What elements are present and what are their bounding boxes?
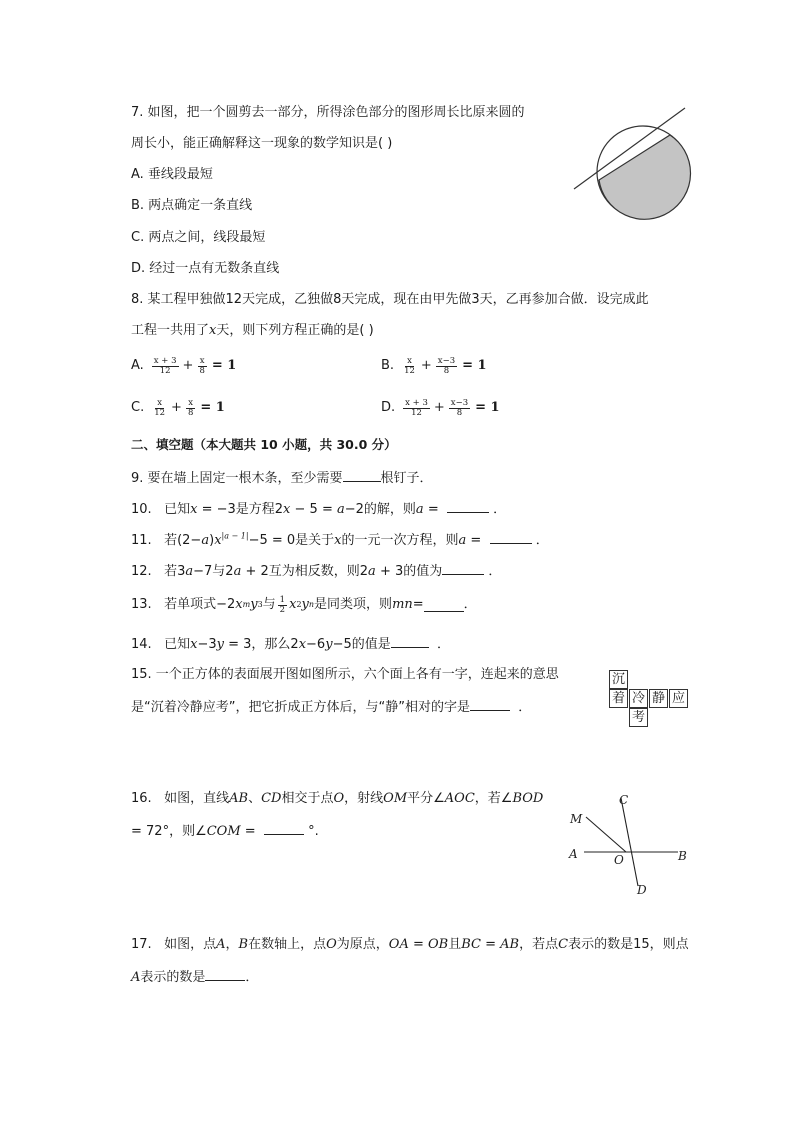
q7-option-c: C. 两点之间，线段最短 — [131, 230, 266, 245]
q15-answer-blank — [470, 698, 510, 711]
q7-option-a: A. 垂线段最短 — [131, 167, 213, 182]
q16-line2: = 72°，则∠COM = °. — [131, 824, 319, 839]
label-b: B — [678, 849, 687, 863]
q17-answer-blank — [205, 968, 245, 981]
q10-answer-blank — [447, 500, 489, 513]
q12-text: 12. 若3a−7与2a + 2互为相反数，则2a + 3的值为 ． — [131, 564, 502, 579]
cube-face-zhe: 着 — [609, 689, 628, 708]
q14-answer-blank — [391, 635, 429, 648]
cube-face-chen: 沉 — [609, 670, 628, 689]
q17-line1: 17. 如图，点A，B在数轴上，点O为原点，OA = OB且BC = AB，若点C表示的数是15，则点 — [131, 937, 689, 952]
section-2-title: 二、填空题（本大题共 10 小题，共 30.0 分） — [131, 437, 397, 452]
q16-line1: 16. 如图，直线AB、CD相交于点O，射线OM平分∠AOC，若∠BOD — [131, 791, 544, 806]
line-cd — [621, 798, 638, 886]
q7-line1: 7. 如图，把一个圆剪去一部分，所得涂色部分的图形周长比原来圆的 — [131, 105, 525, 120]
q13-answer-blank — [424, 599, 464, 612]
q15-cube-net — [609, 670, 691, 730]
cube-face-jing: 静 — [649, 689, 668, 708]
q8-option-c: C. $\frac{x}{12}$ + $\frac{x}{8}$ = 1 — [131, 397, 225, 418]
q14-text: 14. 已知x−3y = 3，那么2x−6y−5的值是 ． — [131, 637, 451, 652]
q9-answer-blank — [343, 469, 381, 482]
q15-line1: 15. 一个正方体的表面展开图如图所示，六个面上各有一字，连起来的意思 — [131, 667, 559, 682]
q8-line2: 工程一共用了x天，则下列方程正确的是( ) — [131, 323, 374, 338]
label-a: A — [569, 847, 578, 861]
q16-intersecting-lines-figure — [566, 790, 696, 900]
q8-option-b: B. $\frac{x}{12}$ + $\frac{x-3}{8}$ = 1 — [381, 355, 487, 376]
cube-face-kao: 考 — [629, 708, 648, 727]
q7-line2: 周长小，能正确解释这一现象的数学知识是( ) — [131, 136, 393, 151]
q8-option-a: A. $\frac{x + 3}{12}$ + $\frac{x}{8}$ = 1 — [131, 355, 237, 376]
label-c: C — [619, 793, 629, 807]
q16-answer-blank — [264, 822, 304, 835]
q7-option-b: B. 两点确定一条直线 — [131, 198, 253, 213]
q11-text: 11. 若$(2-a)x^{|a - 1|}-5 = 0$是关于x的一元一次方程，则a = ． — [131, 531, 549, 548]
q9-text: 9. 要在墙上固定一根木条，至少需要 根钉子． — [131, 471, 433, 486]
q8-option-d: D. $\frac{x + 3}{12}$ + $\frac{x-3}{8}$ = 1 — [381, 397, 500, 418]
q11-answer-blank — [490, 531, 532, 544]
q7-option-d: D. 经过一点有无数条直线 — [131, 261, 280, 276]
cube-face-ying: 应 — [669, 689, 688, 708]
label-d: D — [637, 883, 647, 897]
q15-line2: 是“沉着冷静应考”，把它折成正方体后，与“静”相对的字是 ． — [131, 700, 532, 715]
cube-face-leng: 冷 — [629, 689, 648, 708]
q13-text: 13. 若单项式−2 x m y 3 与 $\frac{1}{2}$ x 2 y n 是同类项，则 mn = ． — [131, 594, 477, 615]
ray-om — [586, 817, 626, 852]
q17-line2: A表示的数是 ． — [131, 970, 259, 985]
q8-line1: 8. 某工程甲独做12天完成，乙独做8天完成，现在由甲先做3天，乙再参加合做．设完成此 — [131, 292, 649, 307]
label-m: M — [570, 812, 583, 826]
label-o: O — [614, 853, 624, 867]
q12-answer-blank — [442, 562, 484, 575]
q10-text: 10. 已知x = −3是方程2x − 5 = a−2的解，则a = ． — [131, 502, 507, 517]
q7-circle-figure — [570, 104, 692, 222]
